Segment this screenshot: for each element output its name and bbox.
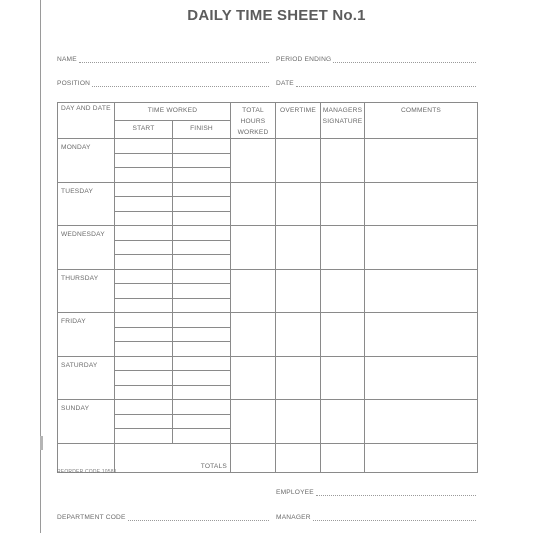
- overtime-cell[interactable]: [276, 356, 321, 400]
- finish-cell[interactable]: [173, 313, 231, 328]
- finish-cell[interactable]: [173, 429, 231, 444]
- position-field[interactable]: [57, 80, 269, 87]
- name-field[interactable]: [57, 56, 269, 63]
- period-ending-line[interactable]: [333, 57, 476, 63]
- comments-cell[interactable]: [365, 356, 478, 400]
- day-label-saturday: SATURDAY: [58, 356, 115, 400]
- finish-cell[interactable]: [173, 226, 231, 241]
- total-hours-cell[interactable]: [231, 226, 276, 270]
- time-sheet-table: [57, 102, 478, 473]
- day-label-friday: FRIDAY: [58, 313, 115, 357]
- day-sub-row: [58, 139, 478, 154]
- name-line[interactable]: [79, 57, 269, 63]
- finish-cell[interactable]: [173, 240, 231, 255]
- day-sub-row: [58, 269, 478, 284]
- start-cell[interactable]: [115, 226, 173, 241]
- finish-cell[interactable]: [173, 414, 231, 429]
- total-hours-cell[interactable]: [231, 313, 276, 357]
- comments-cell[interactable]: [365, 226, 478, 270]
- overtime-header: OVERTIME: [276, 103, 321, 139]
- date-label: DATE: [276, 80, 294, 87]
- finish-cell[interactable]: [173, 298, 231, 313]
- employee-line[interactable]: [316, 490, 476, 496]
- comments-cell[interactable]: [365, 269, 478, 313]
- comments-cell[interactable]: [365, 400, 478, 444]
- day-sub-row: [58, 313, 478, 328]
- managers-header-line2: SIGNATURE: [322, 118, 363, 125]
- start-cell[interactable]: [115, 284, 173, 299]
- finish-cell[interactable]: [173, 255, 231, 270]
- employee-label: EMPLOYEE: [276, 489, 314, 496]
- binding-mark: [40, 436, 43, 450]
- finish-cell[interactable]: [173, 371, 231, 386]
- manager-field[interactable]: [276, 514, 476, 521]
- start-cell[interactable]: [115, 429, 173, 444]
- finish-cell[interactable]: [173, 342, 231, 357]
- day-sub-row: [58, 400, 478, 415]
- finish-cell[interactable]: [173, 197, 231, 212]
- total-hours-cell[interactable]: [231, 400, 276, 444]
- signature-cell[interactable]: [321, 313, 365, 357]
- finish-cell[interactable]: [173, 356, 231, 371]
- start-cell[interactable]: [115, 168, 173, 183]
- totals-row: [58, 443, 478, 472]
- signature-cell[interactable]: [321, 356, 365, 400]
- total-hours-header: [231, 103, 276, 139]
- start-cell[interactable]: [115, 414, 173, 429]
- employee-field[interactable]: [276, 489, 476, 496]
- total-hours-cell[interactable]: [231, 356, 276, 400]
- start-cell[interactable]: [115, 255, 173, 270]
- start-cell[interactable]: [115, 240, 173, 255]
- binding-margin-line: [40, 0, 41, 533]
- finish-cell[interactable]: [173, 211, 231, 226]
- start-cell[interactable]: [115, 153, 173, 168]
- department-code-line[interactable]: [128, 515, 269, 521]
- start-cell[interactable]: [115, 298, 173, 313]
- period-ending-field[interactable]: [276, 56, 476, 63]
- finish-cell[interactable]: [173, 284, 231, 299]
- total-hours-cell[interactable]: [231, 182, 276, 226]
- managers-signature-header: [321, 103, 365, 139]
- period-ending-label: PERIOD ENDING: [276, 56, 332, 63]
- totals-blank-cell: [58, 443, 115, 472]
- day-label-tuesday: TUESDAY: [58, 182, 115, 226]
- managers-header-line1: MANAGERS: [322, 107, 363, 114]
- signature-total-cell[interactable]: [321, 443, 365, 472]
- overtime-cell[interactable]: [276, 139, 321, 183]
- finish-cell[interactable]: [173, 153, 231, 168]
- comments-total-cell[interactable]: [365, 443, 478, 472]
- day-label-wednesday: WEDNESDAY: [58, 226, 115, 270]
- comments-header: COMMENTS: [365, 103, 478, 139]
- overtime-cell[interactable]: [276, 313, 321, 357]
- totals-label: TOTALS: [115, 443, 231, 472]
- position-label: POSITION: [57, 80, 91, 87]
- day-label-sunday: SUNDAY: [58, 400, 115, 444]
- signature-cell[interactable]: [321, 226, 365, 270]
- finish-cell[interactable]: [173, 182, 231, 197]
- total-hours-header-line2: WORKED: [237, 129, 269, 136]
- finish-cell[interactable]: [173, 400, 231, 415]
- overtime-cell[interactable]: [276, 269, 321, 313]
- signature-cell[interactable]: [321, 182, 365, 226]
- signature-cell[interactable]: [321, 139, 365, 183]
- start-cell[interactable]: [115, 139, 173, 154]
- comments-cell[interactable]: [365, 313, 478, 357]
- finish-cell[interactable]: [173, 168, 231, 183]
- start-header: START: [115, 121, 173, 139]
- finish-cell[interactable]: [173, 385, 231, 400]
- start-cell[interactable]: [115, 211, 173, 226]
- department-code-label: DEPARTMENT CODE: [57, 514, 126, 521]
- finish-cell[interactable]: [173, 139, 231, 154]
- start-cell[interactable]: [115, 269, 173, 284]
- total-hours-total-cell[interactable]: [231, 443, 276, 472]
- finish-cell[interactable]: [173, 327, 231, 342]
- start-cell[interactable]: [115, 356, 173, 371]
- day-sub-row: [58, 226, 478, 241]
- start-cell[interactable]: [115, 327, 173, 342]
- department-code-field[interactable]: [57, 514, 269, 521]
- reorder-code: REORDER CODE 10581: [57, 469, 117, 475]
- day-sub-row: [58, 182, 478, 197]
- time-worked-header: TIME WORKED: [115, 103, 231, 121]
- manager-label: MANAGER: [276, 514, 311, 521]
- date-field[interactable]: [276, 80, 476, 87]
- start-cell[interactable]: [115, 197, 173, 212]
- start-cell[interactable]: [115, 385, 173, 400]
- day-label-monday: MONDAY: [58, 139, 115, 183]
- start-cell[interactable]: [115, 342, 173, 357]
- overtime-cell[interactable]: [276, 226, 321, 270]
- overtime-total-cell[interactable]: [276, 443, 321, 472]
- overtime-cell[interactable]: [276, 400, 321, 444]
- day-sub-row: [58, 356, 478, 371]
- total-hours-cell[interactable]: [231, 269, 276, 313]
- total-hours-cell[interactable]: [231, 139, 276, 183]
- date-line[interactable]: [296, 81, 476, 87]
- start-cell[interactable]: [115, 400, 173, 415]
- day-label-thursday: THURSDAY: [58, 269, 115, 313]
- manager-line[interactable]: [313, 515, 476, 521]
- start-cell[interactable]: [115, 313, 173, 328]
- day-and-date-header: DAY AND DATE: [58, 103, 115, 139]
- finish-header: FINISH: [173, 121, 231, 139]
- signature-cell[interactable]: [321, 269, 365, 313]
- signature-cell[interactable]: [321, 400, 365, 444]
- total-hours-header-line1: TOTAL HOURS: [240, 107, 266, 125]
- name-label: NAME: [57, 56, 77, 63]
- overtime-cell[interactable]: [276, 182, 321, 226]
- start-cell[interactable]: [115, 371, 173, 386]
- comments-cell[interactable]: [365, 182, 478, 226]
- comments-cell[interactable]: [365, 139, 478, 183]
- position-line[interactable]: [92, 81, 269, 87]
- start-cell[interactable]: [115, 182, 173, 197]
- finish-cell[interactable]: [173, 269, 231, 284]
- sheet-title: DAILY TIME SHEET No.1: [187, 7, 366, 24]
